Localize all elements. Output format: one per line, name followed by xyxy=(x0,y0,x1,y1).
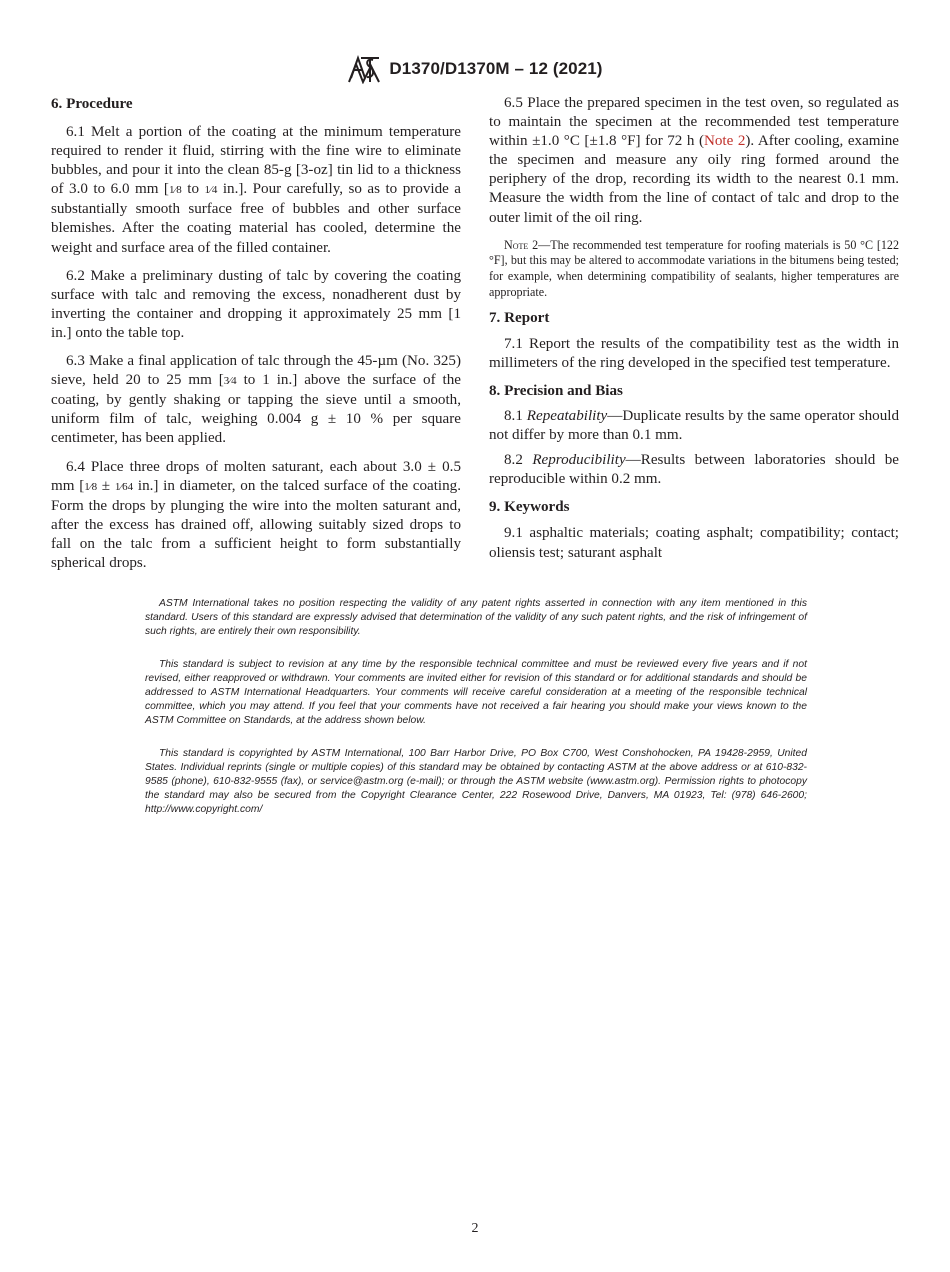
patent-notice: ASTM International takes no position respecting the validity of any patent rights asserted in connection with any item mentioned in this standard. Users of this standard are expressly advised that determination of the validity of any such patent rights, and the risk of infringement of such rights, are entirely their own responsibility. xyxy=(145,598,807,637)
paragraph-9-1: 9.1 asphaltic materials; coating asphalt; compatibility; contact; oliensis test; saturant asphalt xyxy=(489,525,899,561)
note-2-link[interactable]: Note 2 xyxy=(703,133,746,150)
paragraph-6-5: 6.5 Place the prepared specimen in the test oven, so regulated as to maintain the specimen at the recommended test temperature within ±1.0 °C [±1.8 °F] for 72 h (Note 2). After cooling, examine the specimen and measure any oily ring formed around the periphery of the drop, recording its width to the nearest 0.1 mm. Measure the width from the line of contact of talc and drop to the outer limit of the oil ring. xyxy=(489,95,899,226)
left-column xyxy=(51,92,461,573)
paragraph-6-3: 6.3 Make a final application of talc through the 45-µm (No. 325) sieve, held 20 to 25 mm [3⁄4 to 1 in.] above the surface of the coating, by gently shaking or tapping the sieve until a smooth, uniform film of talc, weighing 0.004 g ± 10 % per square centimeter, has been applied. xyxy=(51,353,461,447)
document-designation: D1370/D1370M – 12 (2021) xyxy=(389,59,603,78)
section-heading-procedure: 6. Procedure xyxy=(51,96,133,112)
paragraph-6-2: 6.2 Make a preliminary dusting of talc by covering the coating surface with talc and removing the excess, nonadherent dust by inverting the container and dropping it approximately 25 mm [1 in.] onto the table top. xyxy=(51,267,461,341)
page-header xyxy=(0,54,950,84)
section-heading-report: 7. Report xyxy=(489,309,550,326)
right-column xyxy=(489,92,899,563)
paragraph-8-1: 8.1 Repeatability—Duplicate results by the same operator should not differ by more than 0.1 mm. xyxy=(489,408,899,444)
astm-logo-icon xyxy=(347,54,381,84)
paragraph-8-2: 8.2 Reproducibility—Results between laboratories should be reproducible within 0.2 mm. xyxy=(489,452,899,488)
copyright-notice: This standard is copyrighted by ASTM International, 100 Barr Harbor Drive, PO Box C700, West Conshohocken, PA 19428-2959, United States. Individual reprints (single or multiple copies) of this standard may be obtained by contacting ASTM at the above address or at 610-832-9585 (phone), 610-832-9555 (fax), or service@astm.org (e-mail); or through the ASTM website (www.astm.org). Permission rights to photocopy the standard may also be secured from the Copyright Clearance Center, 222 Rosewood Drive, Danvers, MA 01923, Tel: (978) 646-2600; http://www.copyright.com/ xyxy=(145,748,807,815)
note-2: Note 2—The recommended test temperature for roofing materials is 50 °C [122 °F], but this may be altered to accommodate variations in the bitumens being tested; for example, when determining compatibility of sealants, higher temperatures are appropriate. xyxy=(489,237,899,300)
paragraph-7-1: 7.1 Report the results of the compatibility test as the width in millimeters of the ring developed in the specified test temperature. xyxy=(489,335,899,371)
paragraph-6-4: 6.4 Place three drops of molten saturant, each about 3.0 ± 0.5 mm [1⁄8 ± 1⁄64 in.] in diameter, on the talced surface of the coating. Form the drops by plunging the wire into the molten saturant and, after the excess has drained off, allowing suitably sized drops to fall on the talc from a sufficient height to form substantially spherical drops. xyxy=(51,458,461,571)
section-heading-keywords: 9. Keywords xyxy=(489,499,570,516)
revision-notice: This standard is subject to revision at any time by the responsible technical committee and must be reviewed every five years and if not revised, either reapproved or withdrawn. Your comments are invited either for revision of this standard or for additional standards and should be addressed to ASTM International Headquarters. Your comments will receive careful consideration at a meeting of the responsible technical committee, which you may attend. If you feel that your comments have not received a fair hearing you should make your views known to the ASTM Committee on Standards, at the address shown below. xyxy=(145,659,807,726)
page-number: 2 xyxy=(471,1221,479,1236)
paragraph-6-1: 6.1 Melt a portion of the coating at the minimum temperature required to render it fluid, stirring with the fine wire to eliminate bubbles, and pour it into the clean 85-g [3-oz] tin lid to a thickness of 3.0 to 6.0 mm [1⁄8 to 1⁄4 in.]. Pour carefully, so as to provide a substantially smooth surface free of bubbles and other surface blemishes. After the coating material has cooled, determine the weight and surface area of the filled container. xyxy=(51,124,461,256)
section-heading-precision-and-bias: 8. Precision and Bias xyxy=(489,383,623,400)
